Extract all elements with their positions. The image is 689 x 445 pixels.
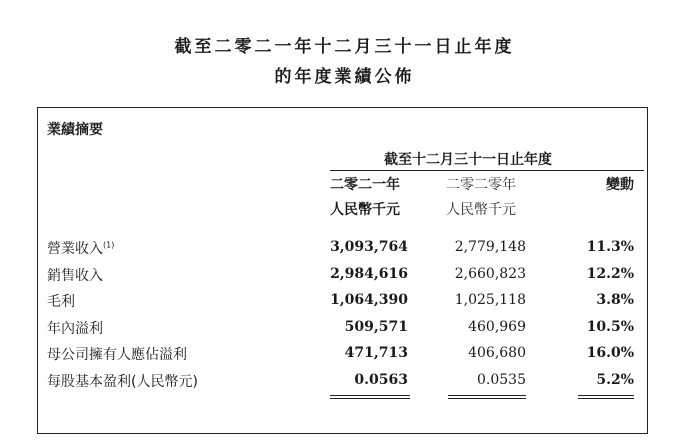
total-rule-2021-top: [330, 395, 410, 396]
value-change: 11.3%: [586, 239, 634, 255]
results-summary-box: [37, 107, 648, 434]
value-change: 10.5%: [586, 319, 634, 335]
value-change: 12.2%: [586, 266, 634, 282]
value-2020: 2,779,148: [454, 239, 526, 255]
total-rule-change-bottom: [578, 398, 634, 399]
value-change: 3.8%: [596, 292, 634, 308]
column-header-2021: 二零二一年: [330, 177, 400, 193]
document-title-line1: 截至二零二一年十二月三十一日止年度: [174, 37, 515, 57]
value-2020: 460,969: [468, 319, 526, 335]
total-rule-2021-bottom: [330, 398, 410, 399]
row-label: 母公司擁有人應佔溢利: [47, 347, 187, 363]
row-label: 銷售收入: [47, 268, 103, 284]
column-unit-2020: 人民幣千元: [446, 202, 516, 218]
row-label: 每股基本盈利(人民幣元): [47, 374, 198, 390]
footnote-marker: (1): [103, 240, 115, 250]
value-2021: 509,571: [344, 319, 408, 335]
row-label: 營業收入: [47, 241, 103, 257]
column-header-2020: 二零二零年: [446, 177, 516, 193]
row-label: 毛利: [47, 294, 75, 310]
period-header: 截至十二月三十一日止年度: [384, 152, 552, 168]
section-title: 業績摘要: [47, 122, 103, 138]
value-2021: 3,093,764: [330, 239, 408, 255]
value-2021: 1,064,390: [330, 292, 408, 308]
value-2020: 0.0535: [477, 372, 526, 388]
total-rule-change-top: [578, 395, 634, 396]
value-change: 16.0%: [586, 345, 634, 361]
value-2020: 2,660,823: [454, 266, 526, 282]
value-2020: 406,680: [468, 345, 526, 361]
value-2021: 0.0563: [354, 372, 408, 388]
value-2021: 2,984,616: [330, 266, 408, 282]
total-rule-2020-top: [448, 395, 526, 396]
value-2020: 1,025,118: [454, 292, 526, 308]
column-unit-2021: 人民幣千元: [330, 202, 400, 218]
period-header-rule: [330, 170, 644, 171]
row-label: 年內溢利: [47, 321, 103, 337]
column-header-change: 變動: [606, 177, 634, 193]
total-rule-2020-bottom: [448, 398, 526, 399]
value-change: 5.2%: [596, 372, 634, 388]
value-2021: 471,713: [344, 345, 408, 361]
document-title-line2: 的年度業績公佈: [274, 67, 415, 87]
